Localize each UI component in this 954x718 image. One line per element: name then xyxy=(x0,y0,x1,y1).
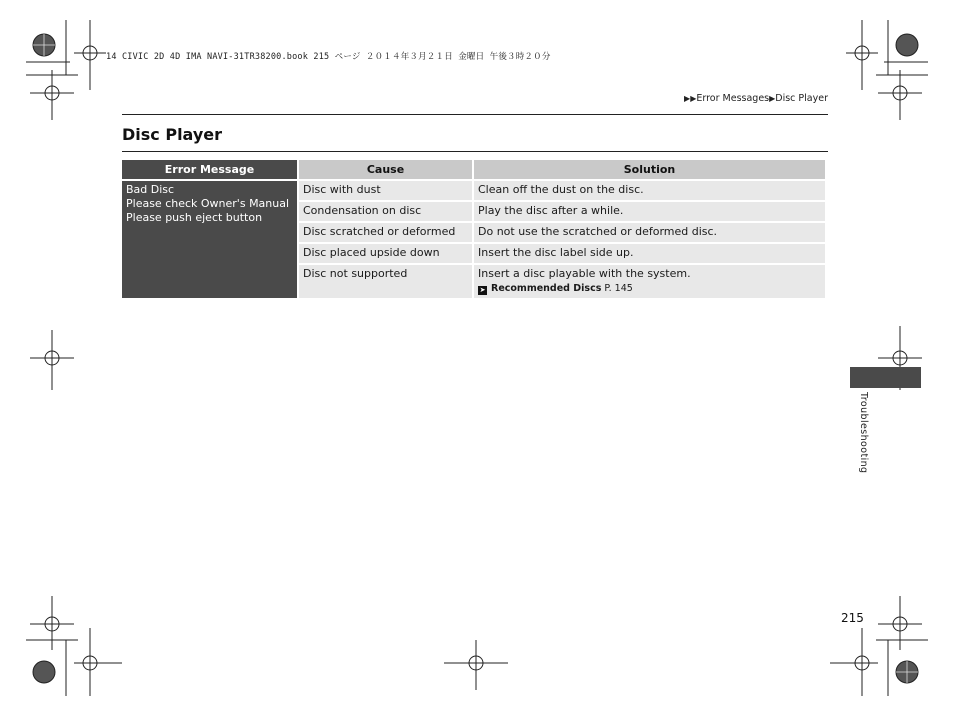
breadcrumb-arrows-icon: ▶▶ xyxy=(684,94,697,103)
solution-text: Insert a disc playable with the system. xyxy=(478,267,691,280)
solution-cell: Do not use the scratched or deformed disc. xyxy=(474,221,825,242)
column-header-solution: Solution xyxy=(474,160,825,179)
error-message-cell xyxy=(122,179,299,298)
cause-cell: Disc not supported xyxy=(299,263,474,298)
error-message-line: Please push eject button xyxy=(126,211,263,224)
chapter-tab xyxy=(850,367,921,388)
title-divider xyxy=(122,151,828,152)
solution-cell: Insert the disc label side up. xyxy=(474,242,825,263)
top-divider xyxy=(122,114,828,115)
cause-cell: Disc with dust xyxy=(299,179,474,200)
column-header-cause: Cause xyxy=(299,160,474,179)
error-message-line: Please check Owner's Manual xyxy=(126,197,290,210)
breadcrumb-parent[interactable]: Error Messages xyxy=(696,93,770,104)
error-message-line: Bad Disc xyxy=(126,183,175,196)
table-row xyxy=(122,179,825,200)
breadcrumb-current: Disc Player xyxy=(775,93,828,104)
table-header-row xyxy=(122,160,825,179)
breadcrumb-separator-icon: ▶ xyxy=(769,94,776,103)
section-title: Disc Player xyxy=(122,125,223,144)
solution-cell: Clean off the dust on the disc. xyxy=(474,179,825,200)
print-header: 14 CIVIC 2D 4D IMA NAVI-31TR38200.book 215 ページ ２０１４年３月２１日 金曜日 午後３時２０分 xyxy=(106,52,551,62)
cause-cell: Disc scratched or deformed xyxy=(299,221,474,242)
page-number: 215 xyxy=(841,611,864,625)
breadcrumb xyxy=(684,93,828,104)
reference-arrow-icon: ➤ xyxy=(479,286,486,294)
chapter-tab-label: Troubleshooting xyxy=(858,392,869,474)
cause-cell: Disc placed upside down xyxy=(299,242,474,263)
reference-label: Recommended Discs xyxy=(491,283,602,294)
error-table xyxy=(122,160,825,298)
reference-page: P. 145 xyxy=(604,283,633,294)
cause-cell: Condensation on disc xyxy=(299,200,474,221)
column-header-error-message: Error Message xyxy=(122,160,299,179)
solution-cell xyxy=(474,263,825,298)
cross-reference-link[interactable] xyxy=(478,282,821,295)
solution-cell: Play the disc after a while. xyxy=(474,200,825,221)
